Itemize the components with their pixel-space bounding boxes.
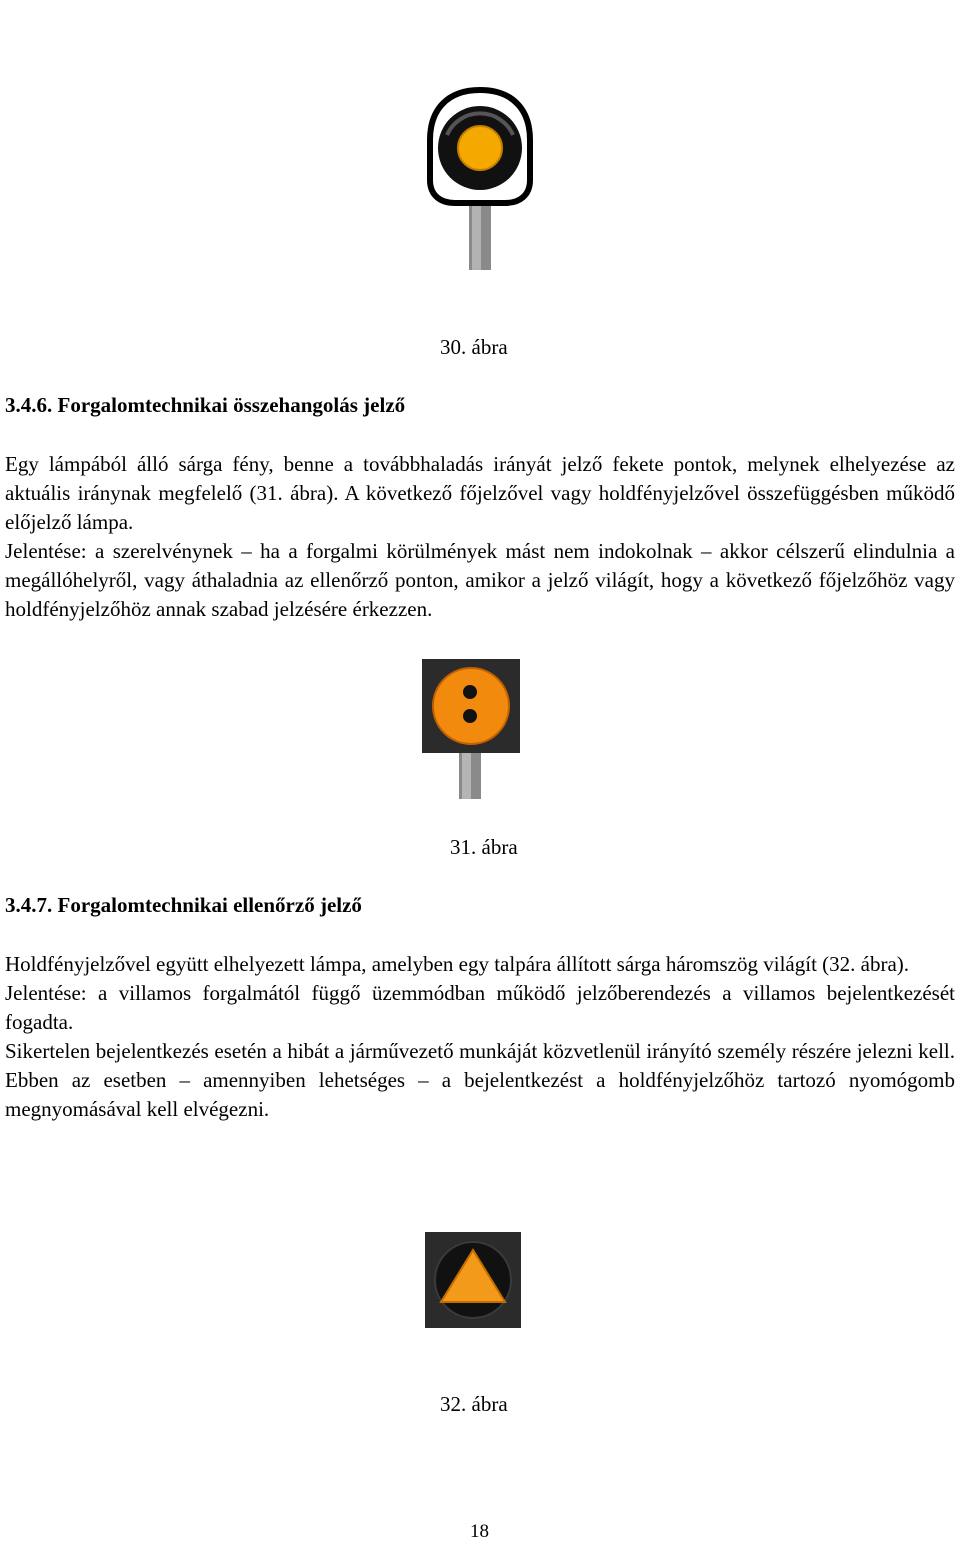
section-3-4-7-paragraph-1: Holdfényjelzővel együtt elhelyezett lámpa, amelyben egy talpára állított sárga háromszög világít (32. ábra).: [5, 952, 910, 976]
orange-triangle-lamp-icon: [425, 1232, 521, 1328]
section-3-4-6-body: [5, 450, 955, 624]
section-3-4-7-body: [5, 950, 955, 1124]
figure-32-caption: 32. ábra: [440, 1392, 508, 1416]
section-3-4-6-paragraph-1: Egy lámpából álló sárga fény, benne a továbbhaladás irányát jelző fekete pontok, melynek elhelyezése az aktuális iránynak megfelelő (31. ábra). A következő főjelzővel vagy holdfényjelzővel összefüggésben működő előjelző lámpa.: [5, 452, 955, 534]
section-3-4-7-heading: 3.4.7. Forgalomtechnikai ellenőrző jelző: [5, 893, 362, 917]
figure-31-caption: 31. ábra: [450, 835, 518, 859]
page-number: 18: [470, 1521, 489, 1542]
section-3-4-7-paragraph-3: Sikertelen bejelentkezés esetén a hibát a járművezető munkáját közvetlenül irányító személy részére jelezni kell. Ebben az esetben – amennyiben lehetséges – a bejelentkezést a holdfényjelzőhöz tartozó nyomógomb megnyomásával kell elvégezni.: [5, 1039, 955, 1121]
figure-30-caption: 30. ábra: [440, 335, 508, 359]
yellow-dwarf-signal-lamp-icon: [425, 85, 535, 270]
section-3-4-6-paragraph-2: Jelentése: a szerelvénynek – ha a forgalmi körülmények mást nem indokolnak – akkor célszerű elindulnia a megállóhelyről, vagy áthaladnia az ellenőrző ponton, amikor a jelző világít, hogy a következő főjelzőhöz vagy holdfényjelzőhöz annak szabad jelzésére érkezzen.: [5, 539, 955, 621]
section-3-4-6-heading: 3.4.6. Forgalomtechnikai összehangolás jelző: [5, 393, 406, 417]
section-3-4-7-paragraph-2: Jelentése: a villamos forgalmától függő üzemmódban működő jelzőberendezés a villamos bejelentkezését fogadta.: [5, 981, 955, 1034]
orange-lamp-with-two-black-dots-icon: [422, 659, 520, 799]
